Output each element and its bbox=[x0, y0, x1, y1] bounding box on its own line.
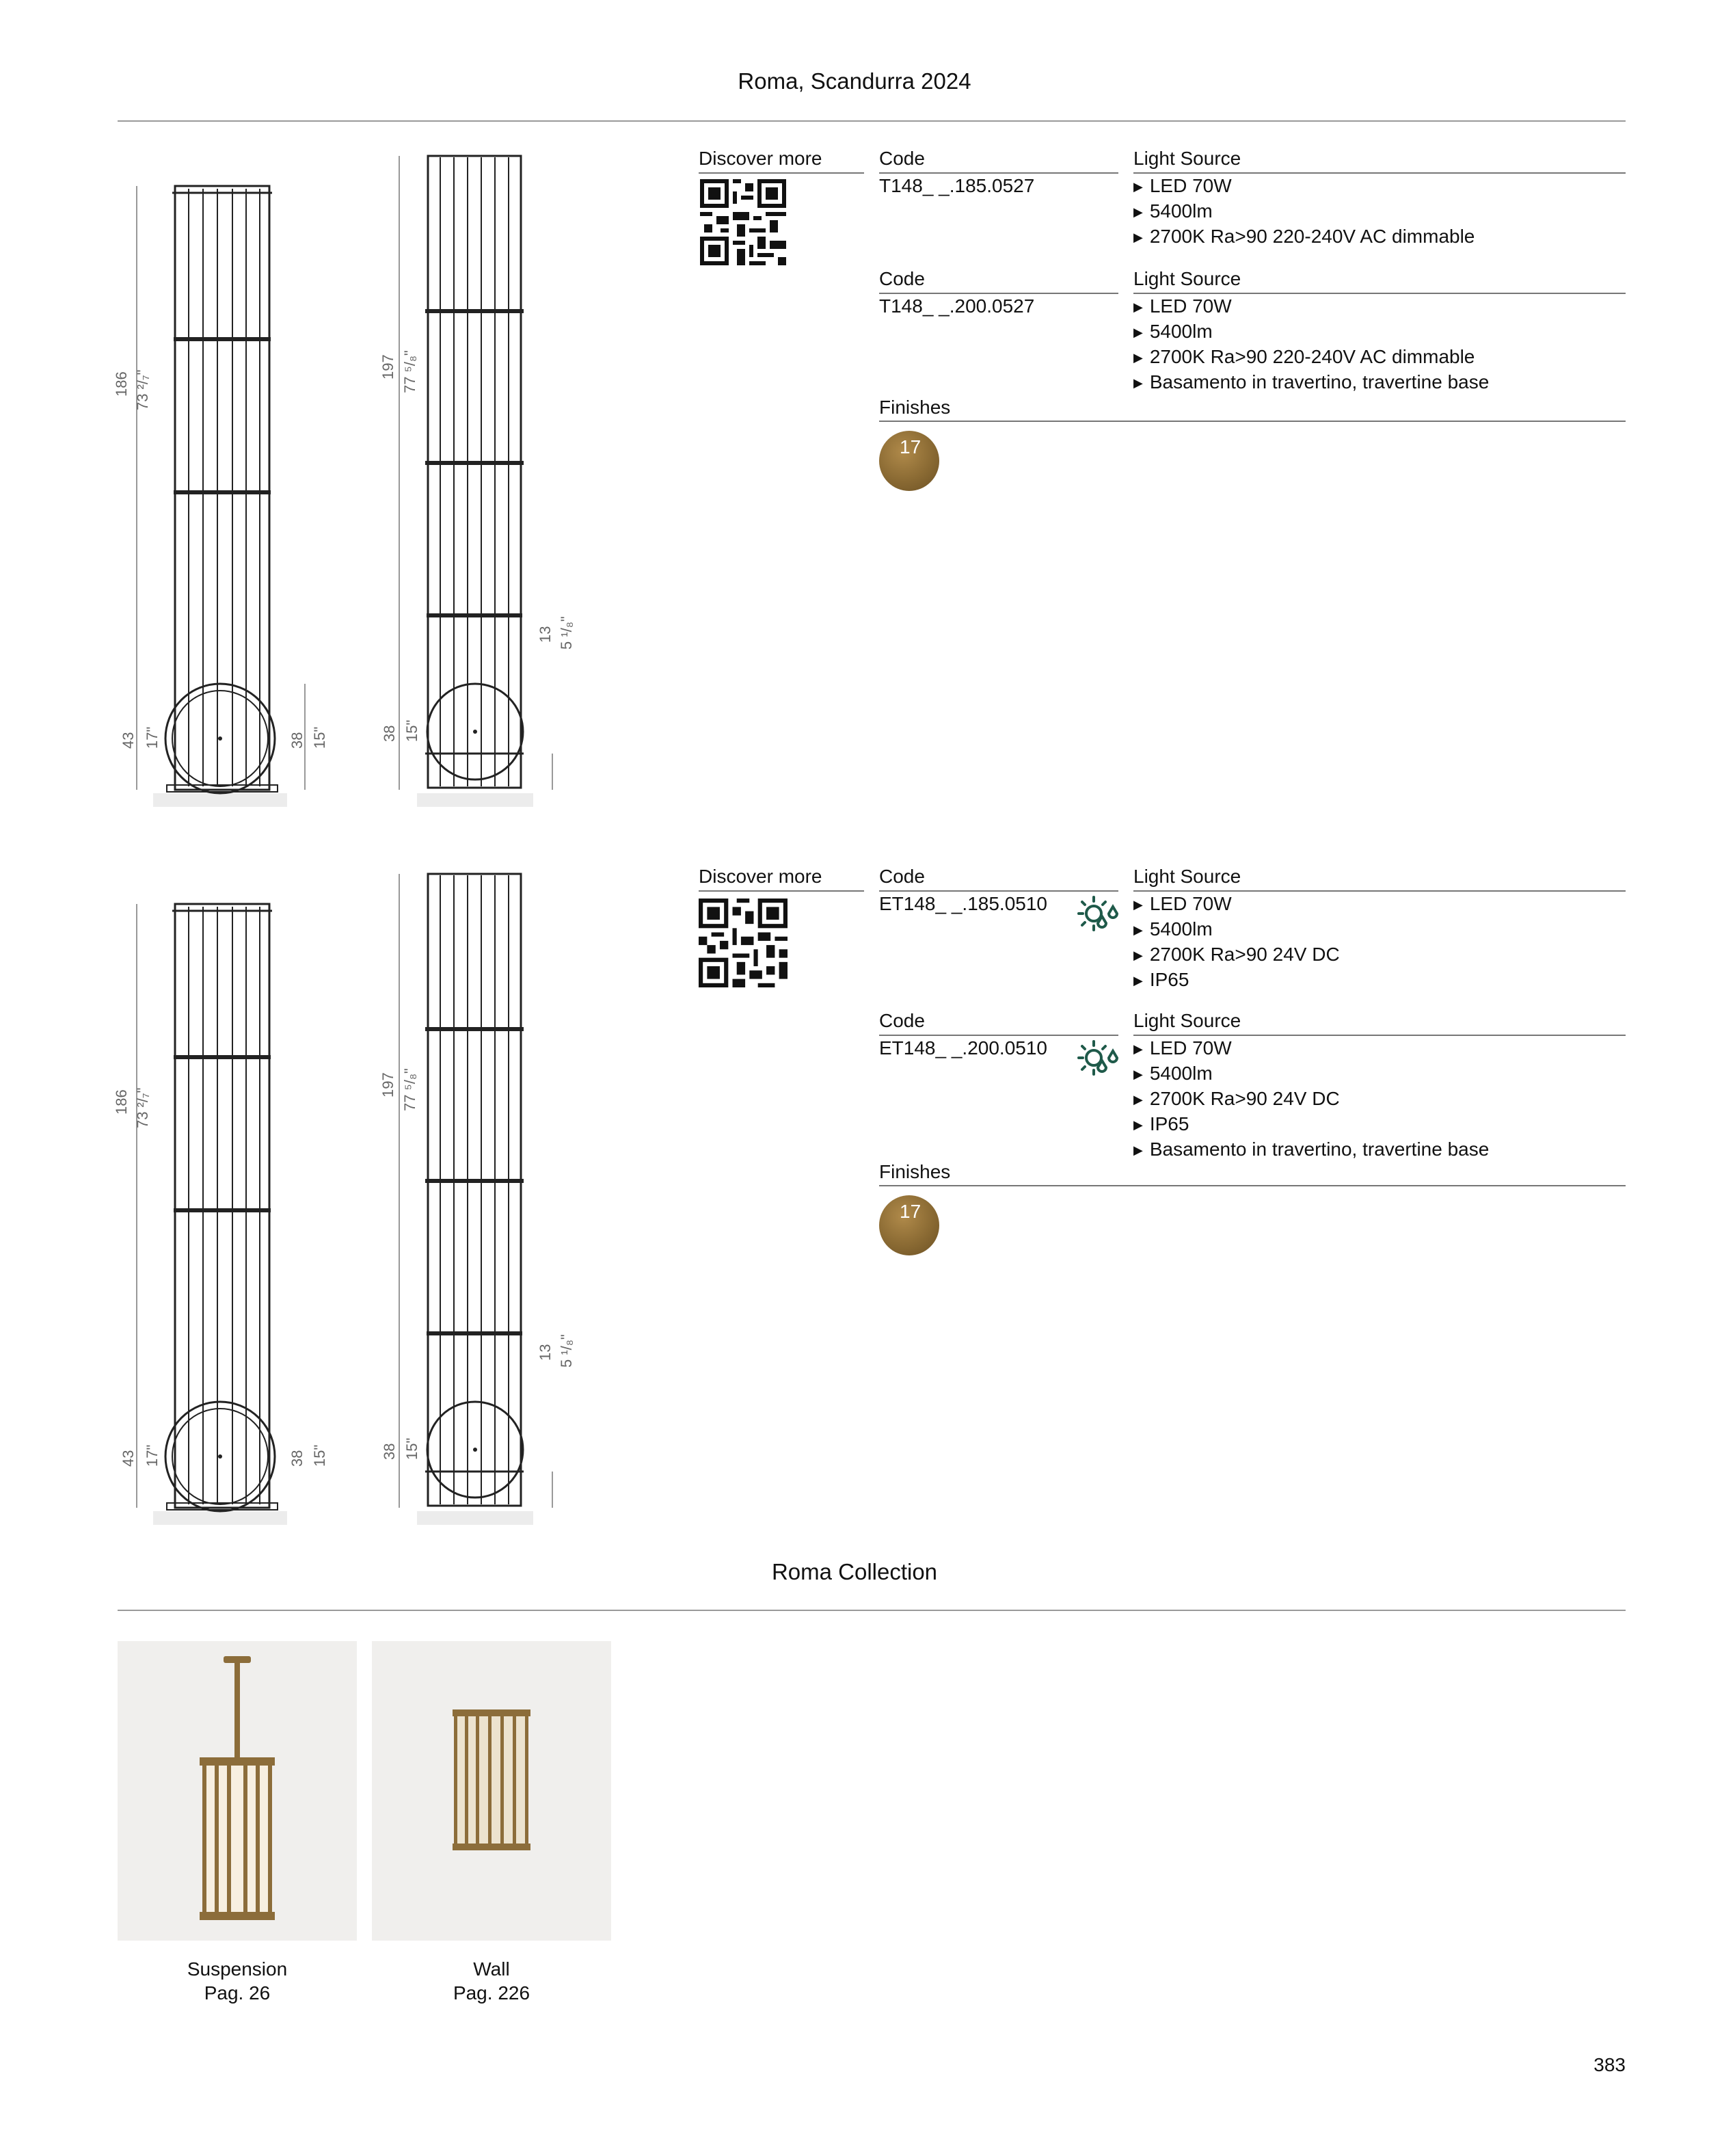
dim-base-front-cm: 38 bbox=[288, 1450, 306, 1467]
spec-item: ▶ 5400lm bbox=[1133, 321, 1213, 342]
spec-item: ▶ 2700K Ra>90 24V DC bbox=[1133, 1088, 1340, 1109]
dim-dia-side-cm: 38 bbox=[381, 1443, 398, 1460]
spec-item: ▶ 5400lm bbox=[1133, 200, 1213, 222]
wall-page[interactable]: Pag. 226 bbox=[453, 1982, 530, 2004]
spec-item: ▶ Basamento in travertino, travertine base bbox=[1133, 371, 1490, 392]
dim-height-front-cm: 186 bbox=[113, 371, 130, 397]
spec-item: ▶ Basamento in travertino, travertine base bbox=[1133, 1139, 1490, 1160]
ip65-outdoor-icon bbox=[1076, 1037, 1121, 1078]
spec-item: ▶ 5400lm bbox=[1133, 918, 1213, 940]
plan-view-1 bbox=[157, 677, 567, 800]
dim-base-front-cm: 38 bbox=[288, 732, 306, 749]
dim-height-front-in: 73 ²/₇" bbox=[134, 369, 151, 410]
finish-number: 17 bbox=[900, 1201, 921, 1222]
collection-title: Roma Collection bbox=[771, 1559, 938, 1584]
code-label: Code bbox=[879, 866, 925, 887]
dim-base-in: 5 ¹/₈" bbox=[558, 1334, 575, 1368]
header-divider bbox=[118, 120, 1626, 122]
light-source-label: Light Source bbox=[1133, 148, 1241, 169]
dim-dia-side-in: 15" bbox=[403, 719, 420, 742]
wall-thumbnail[interactable] bbox=[372, 1641, 611, 1941]
finish-number: 17 bbox=[900, 436, 921, 457]
qr-code-1[interactable] bbox=[700, 179, 786, 265]
suspension-page[interactable]: Pag. 26 bbox=[204, 1982, 271, 2004]
code-label: Code bbox=[879, 1010, 925, 1031]
dim-height-side-cm: 197 bbox=[379, 354, 396, 380]
suspension-caption bbox=[118, 1957, 357, 2005]
dim-base-front-in: 15" bbox=[311, 1444, 328, 1467]
code-label: Code bbox=[879, 268, 925, 289]
dim-base-cm: 13 bbox=[537, 626, 554, 643]
spec-list bbox=[1133, 892, 1340, 993]
dim-height-side-cm: 197 bbox=[379, 1072, 396, 1097]
dim-height-front-cm: 186 bbox=[113, 1089, 130, 1115]
spec-item: ▶ 2700K Ra>90 24V DC bbox=[1133, 944, 1340, 965]
discover-more-label: Discover more bbox=[699, 148, 822, 169]
spec-list bbox=[1133, 1036, 1489, 1162]
code-label: Code bbox=[879, 148, 925, 169]
spec-list bbox=[1133, 294, 1489, 395]
page-title: Roma, Scandurra 2024 bbox=[738, 68, 971, 94]
light-source-label: Light Source bbox=[1133, 268, 1241, 289]
spec-item: ▶ 2700K Ra>90 220-240V AC dimmable bbox=[1133, 346, 1475, 367]
dim-dia-side-in: 15" bbox=[403, 1437, 420, 1460]
light-source-label: Light Source bbox=[1133, 866, 1241, 887]
product-code: ET148_ _.185.0510 bbox=[879, 893, 1047, 914]
dim-height-side-in: 77 ⁵/₈" bbox=[401, 1068, 418, 1111]
finishes-label: Finishes bbox=[879, 1161, 951, 1182]
discover-underline bbox=[699, 890, 864, 892]
wall-lamp-image bbox=[372, 1641, 611, 1941]
product-code: T148_ _.200.0527 bbox=[879, 295, 1035, 317]
collection-divider bbox=[118, 1610, 1626, 1611]
spec-item: ▶ LED 70W bbox=[1133, 893, 1232, 914]
suspension-lamp-image bbox=[118, 1641, 357, 1941]
discover-underline bbox=[699, 172, 864, 174]
spec-item: ▶ 5400lm bbox=[1133, 1063, 1213, 1084]
finishes-label: Finishes bbox=[879, 397, 951, 418]
qr-code-2[interactable] bbox=[699, 899, 788, 987]
dim-height-side-in: 77 ⁵/₈" bbox=[401, 350, 418, 393]
product-code: T148_ _.185.0527 bbox=[879, 175, 1035, 196]
spec-list bbox=[1133, 174, 1475, 250]
spec-item: ▶ IP65 bbox=[1133, 1113, 1189, 1134]
wall-name: Wall bbox=[473, 1958, 510, 1980]
dim-dia-front-in: 17" bbox=[144, 1444, 161, 1467]
spec-item: ▶ LED 70W bbox=[1133, 175, 1232, 196]
light-source-label: Light Source bbox=[1133, 1010, 1241, 1031]
plan-view-2 bbox=[157, 1395, 567, 1518]
finish-swatch[interactable] bbox=[879, 431, 939, 491]
dim-height-front-in: 73 ²/₇" bbox=[134, 1087, 151, 1128]
spec-item: ▶ 2700K Ra>90 220-240V AC dimmable bbox=[1133, 226, 1475, 247]
finishes-underline bbox=[879, 421, 1626, 422]
dim-dia-front-cm: 43 bbox=[120, 1450, 137, 1467]
dim-base-in: 5 ¹/₈" bbox=[558, 616, 575, 650]
spec-item: ▶ LED 70W bbox=[1133, 1037, 1232, 1059]
wall-caption bbox=[372, 1957, 611, 2005]
dim-base-cm: 13 bbox=[537, 1344, 554, 1361]
ip65-outdoor-icon bbox=[1076, 893, 1121, 934]
suspension-thumbnail[interactable] bbox=[118, 1641, 357, 1941]
spec-item: ▶ IP65 bbox=[1133, 969, 1189, 990]
page-number: 383 bbox=[1593, 2054, 1626, 2075]
dim-dia-front-in: 17" bbox=[144, 726, 161, 749]
dim-dia-front-cm: 43 bbox=[120, 732, 137, 749]
discover-more-label: Discover more bbox=[699, 866, 822, 887]
dim-base-front-in: 15" bbox=[311, 726, 328, 749]
spec-item: ▶ LED 70W bbox=[1133, 295, 1232, 317]
dim-dia-side-cm: 38 bbox=[381, 725, 398, 742]
product-code: ET148_ _.200.0510 bbox=[879, 1037, 1047, 1059]
finish-swatch[interactable] bbox=[879, 1195, 939, 1255]
finishes-underline bbox=[879, 1185, 1626, 1186]
suspension-name: Suspension bbox=[187, 1958, 288, 1980]
